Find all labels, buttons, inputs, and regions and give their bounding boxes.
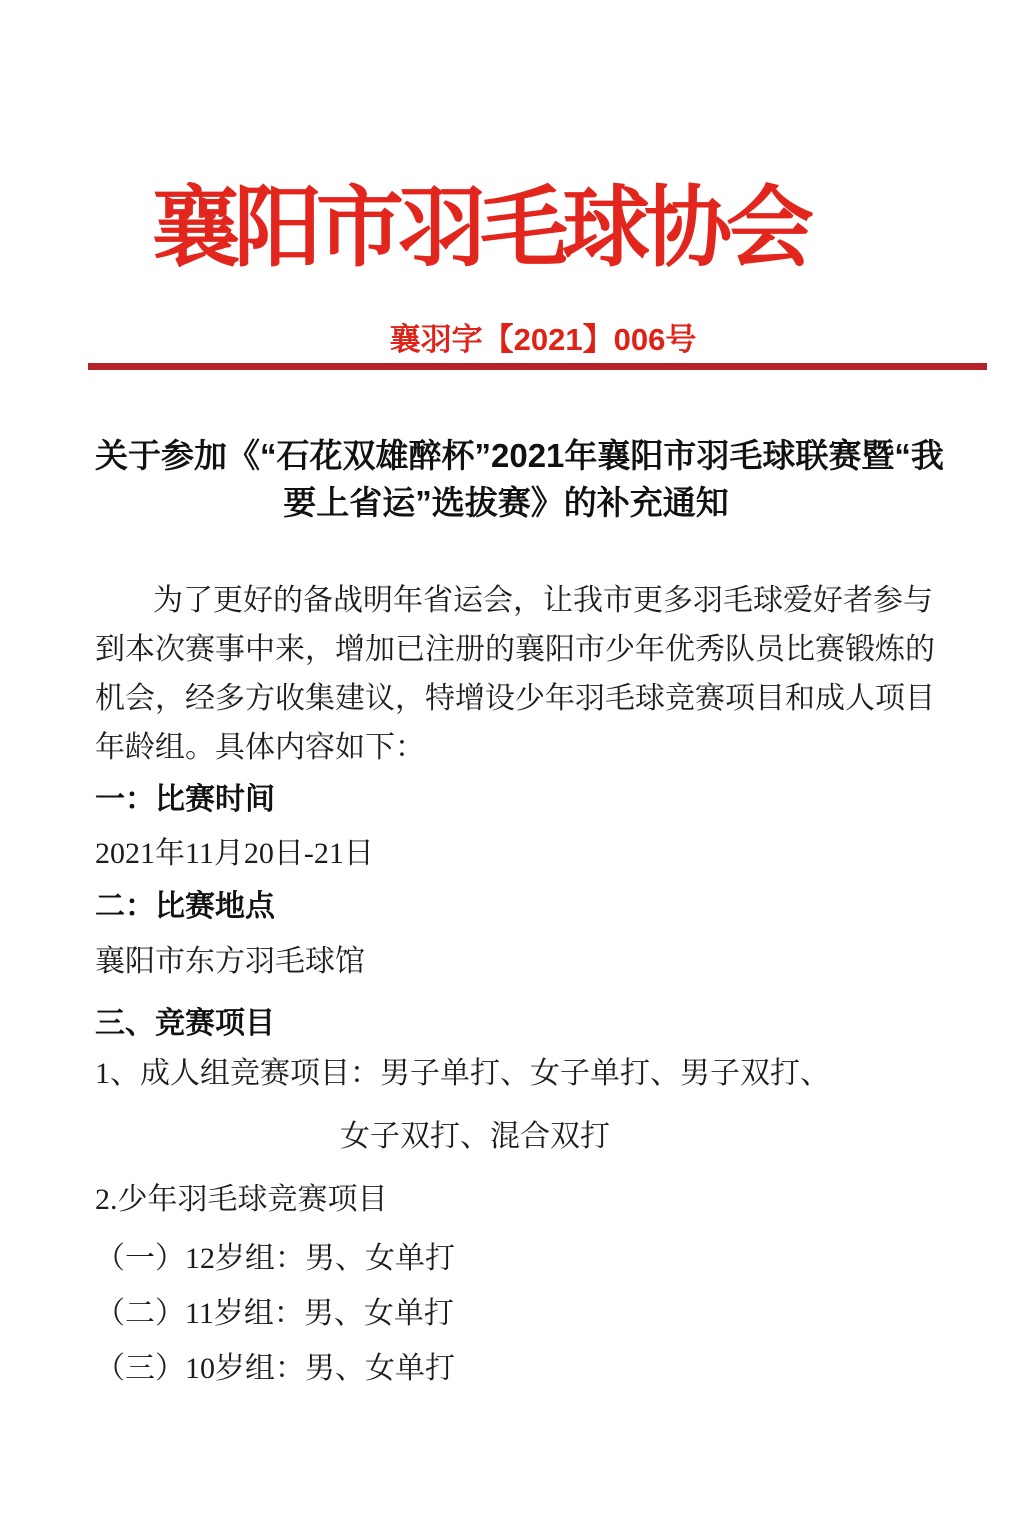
red-divider-rule	[88, 363, 987, 370]
section-heading-time: 一：比赛时间	[95, 783, 275, 816]
adult-events-line-1: 1、成人组竞赛项目：男子单打、女子单打、男子双打、	[95, 1057, 830, 1090]
youth-events-heading: 2.少年羽毛球竞赛项目	[95, 1183, 388, 1216]
youth-group-item-12: （一）12岁组：男、女单打	[95, 1242, 455, 1275]
adult-events-line-2: 女子双打、混合双打	[340, 1120, 610, 1153]
notice-title-line-2: 要上省运”选拔赛》的补充通知	[283, 484, 729, 521]
section-heading-venue: 二：比赛地点	[95, 890, 275, 923]
intro-line-3: 机会，经多方收集建议，特增设少年羽毛球竞赛项目和成人项目	[95, 682, 935, 715]
intro-paragraph	[95, 576, 935, 772]
venue-value: 襄阳市东方羽毛球馆	[95, 945, 365, 978]
intro-line-1: 为了更好的备战明年省运会，让我市更多羽毛球爱好者参与	[153, 584, 933, 617]
youth-group-item-11: （二）11岁组：男、女单打	[95, 1297, 454, 1330]
youth-group-item-10: （三）10岁组：男、女单打	[95, 1352, 455, 1385]
notice-title-line-1: 关于参加《“石花双雄醉杯”2021年襄阳市羽毛球联赛暨“我	[95, 437, 944, 474]
intro-line-4: 年龄组。具体内容如下：	[95, 731, 425, 764]
notice-title	[95, 432, 944, 526]
time-value: 2021年11月20日-21日	[95, 837, 374, 870]
intro-line-2: 到本次赛事中来，增加已注册的襄阳市少年优秀队员比赛锻炼的	[95, 633, 935, 666]
org-name-title: 襄阳市羽毛球协会	[151, 181, 808, 278]
section-heading-events: 三、竞赛项目	[95, 1007, 275, 1040]
doc-number: 襄羽字【2021】006号	[389, 322, 697, 357]
